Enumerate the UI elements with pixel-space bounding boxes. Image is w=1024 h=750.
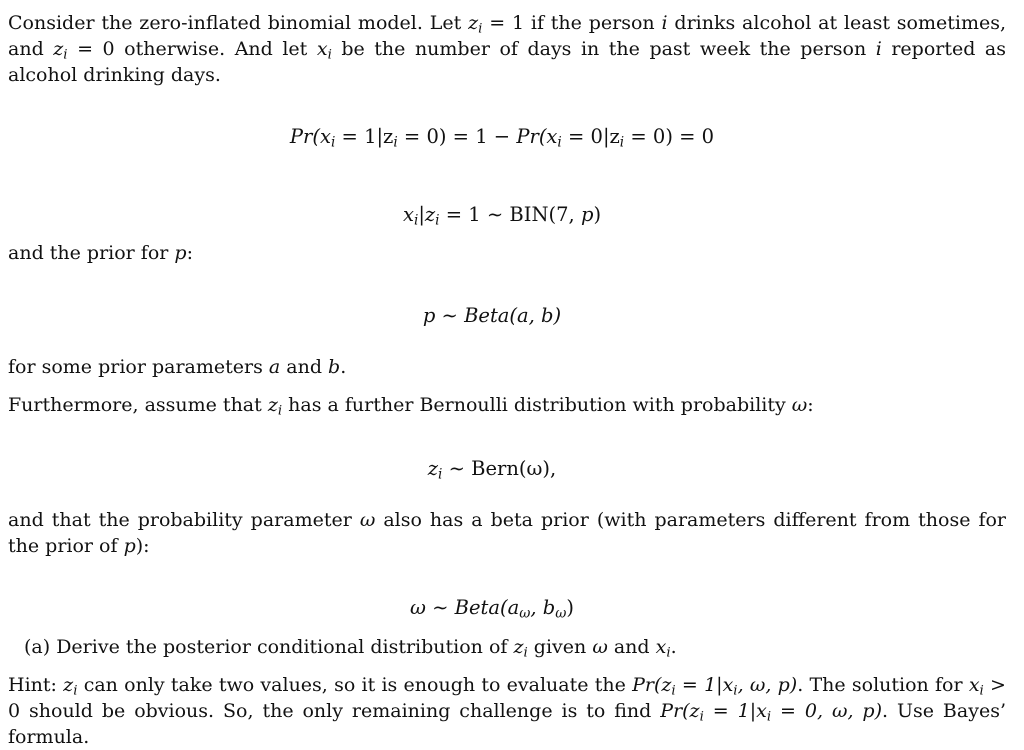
omega-prior-text: and that the probability parameter ω also has a beta prior (with parameters different from those for the prior of p): [8, 509, 1007, 557]
math-eq: = 1 [482, 12, 525, 34]
furthermore-text: Furthermore, assume that $z_i$ has a further Bernoulli distribution with probability ω: [8, 394, 814, 419]
math-i: i [661, 12, 668, 34]
intro-text: if the person [524, 12, 662, 34]
equation-binomial: $x_i|z_i = 1$ ∼ BIN(7, p) [402, 203, 602, 229]
hint-paragraph: Hint: $z_i$ can only take two values, so it is enough to evaluate the $Pr(z_i = 1|x_i$, ω, p). The solution for $x_i > 0$ should be obvious. So, the only remaining challenge is to find $Pr(z_i = 1|x_i = 0$, ω, p). Use Bayes’ formula. [8, 674, 1006, 748]
intro-text: be the number of days in the past week the person [331, 38, 876, 60]
equation-bernoulli: $z_i$ ∼ Bern(ω), [427, 457, 557, 483]
intro-paragraph [8, 10, 1006, 88]
equation-beta-prior-p: p ∼ Beta(a, b) [422, 304, 562, 327]
math-xi: $x_i$ [316, 38, 332, 63]
intro-text: reported as alcohol drinking days. [8, 38, 1007, 86]
equation-zero-inflation: $Pr(x_i = 1|z_i = 0) = 1 - Pr(x_i = 0|z_i = 0) = 0$ [289, 125, 715, 151]
math-eq: = 0 [67, 38, 115, 60]
intro-text: drinks alcohol at least sometimes, and [8, 12, 1006, 60]
part-a-question: (a) Derive the posterior conditional distribution of $z_i$ given ω and $x_i$. [24, 636, 677, 661]
prior-params-text: for some prior parameters a and b. [8, 356, 347, 378]
math-i: i [875, 38, 882, 60]
math-zi-eq-1: $z_i$ [468, 12, 483, 37]
math-zi: $z_i$ [53, 38, 68, 63]
equation-beta-prior-omega: ω ∼ $Beta(a_\omega$, $b_\omega$) [410, 596, 574, 622]
intro-text: otherwise. And let [114, 38, 317, 60]
prior-p-text: and the prior for p: [8, 242, 193, 264]
intro-text: Consider the zero-inflated binomial model. Let [8, 12, 469, 34]
